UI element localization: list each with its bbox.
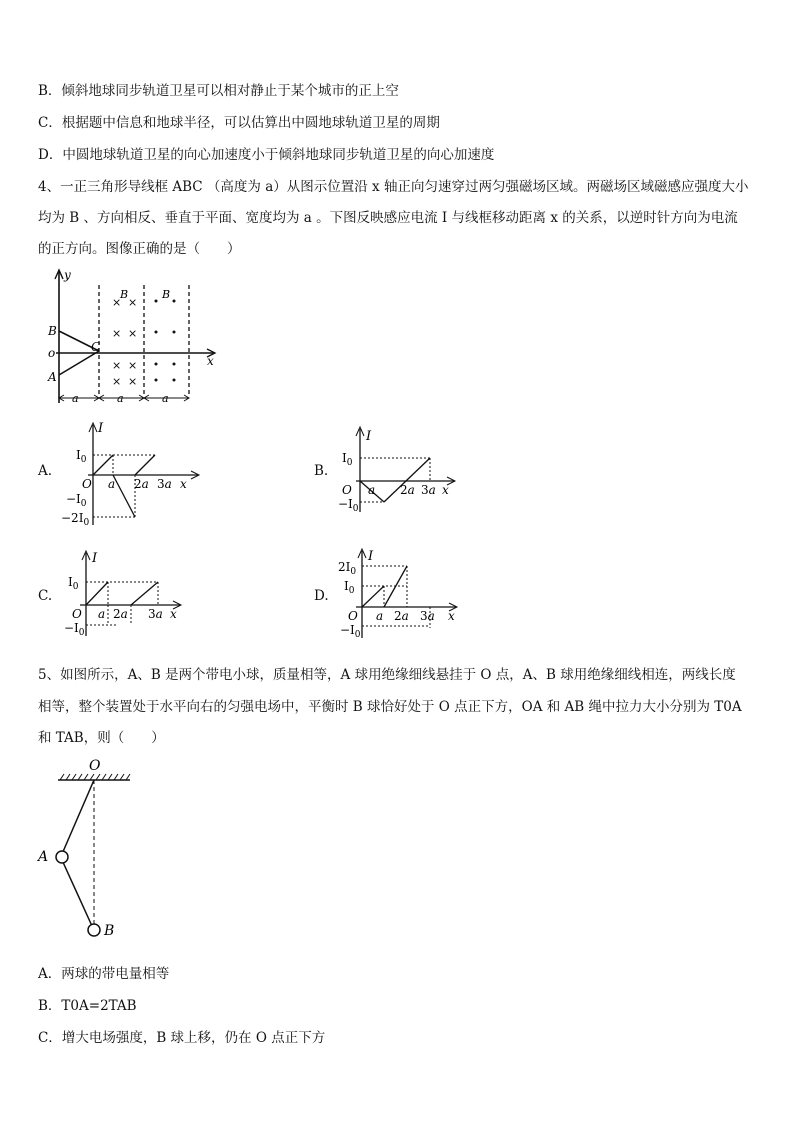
q5-option-c: C．增大电场强度，B 球上移，仍在 O 点正下方	[38, 1030, 326, 1046]
q4-option-c-label: C.	[38, 588, 53, 604]
svg-text:×: ×	[128, 296, 138, 309]
svg-text:3a: 3a	[148, 607, 163, 621]
svg-text:x: x	[180, 477, 187, 491]
q3-option-c: C．根据题中信息和地球半径，可以估算出中圆地球轨道卫星的周期	[38, 115, 440, 131]
q3-option-d: D．中圆地球轨道卫星的向心加速度小于倾斜地球同步轨道卫星的向心加速度	[38, 147, 495, 163]
svg-text:x: x	[170, 607, 177, 621]
svg-text:I0: $I_0$	[342, 451, 353, 468]
svg-text:2I0: $2I_0$	[338, 560, 357, 577]
svg-text:I: I	[92, 551, 98, 566]
svg-text:I: I	[98, 421, 104, 436]
q4-option-b-graph	[336, 424, 466, 516]
svg-text:2a: 2a	[400, 483, 415, 497]
svg-text:a: a	[108, 477, 116, 491]
svg-text:O: O	[89, 758, 101, 774]
svg-text:×: ×	[112, 327, 122, 340]
svg-text:3a: 3a	[421, 483, 436, 497]
svg-text:I: I	[366, 429, 372, 444]
svg-text:O: O	[348, 609, 358, 623]
svg-text:I0: $I_0$	[344, 579, 355, 596]
svg-text:×: ×	[112, 359, 122, 372]
q3-option-b: B．倾斜地球同步轨道卫星可以相对静止于某个城市的正上空	[38, 83, 399, 99]
svg-text:I0: $I_0$	[68, 575, 79, 592]
svg-text:y: y	[64, 268, 71, 282]
svg-text:x: x	[442, 483, 449, 497]
q4-option-a-label: A.	[38, 463, 53, 479]
svg-text:2a: 2a	[394, 609, 409, 623]
svg-text:A: A	[48, 370, 57, 384]
svg-text:2a: 2a	[113, 607, 128, 621]
svg-text:B: B	[120, 288, 129, 301]
q5-pendulum-figure	[34, 756, 154, 946]
svg-text:−I0: $-I_0$	[64, 621, 85, 638]
svg-text:3a: 3a	[157, 477, 172, 491]
q4-option-a-graph	[58, 420, 208, 530]
q4-stem-line1: 4、一正三角形导线框 ABC （高度为 a）从图示位置沿 x 轴正向匀速穿过两匀强磁场区域。两磁场区域磁感应强度大小	[38, 179, 749, 195]
q4-stem-line3: 的正方向。图像正确的是（ ）	[38, 241, 241, 257]
svg-text:a: a	[368, 483, 376, 497]
svg-text:A: A	[38, 849, 49, 865]
svg-text:o: o	[48, 346, 56, 360]
svg-text:B: B	[48, 324, 57, 338]
svg-text:×: ×	[128, 327, 138, 340]
q5-stem-line1: 5、如图所示，A、B 是两个带电小球，质量相等，A 球用绝缘细线悬挂于 O 点，A、B 球用绝缘细线相连，两线长度	[38, 667, 736, 683]
svg-text:−I0: $-I_0$	[340, 623, 361, 640]
q4-stem-line2: 均为 B 、方向相反、垂直于平面、宽度均为 a 。下图反映感应电流 I 与线框移动距离 x 的关系，以逆时针方向为电流	[38, 210, 738, 226]
svg-text:B: B	[162, 288, 171, 301]
svg-text:O: O	[82, 477, 92, 491]
svg-text:×: ×	[128, 359, 138, 372]
svg-text:x: x	[207, 354, 214, 368]
q4-field-figure	[44, 265, 224, 410]
svg-text:×: ×	[112, 375, 122, 388]
q4-option-b-label: B.	[314, 463, 329, 479]
svg-text:a: a	[376, 609, 384, 623]
svg-text:I0: $I_0$	[76, 448, 87, 465]
svg-text:×: ×	[128, 375, 138, 388]
q5-option-a: A．两球的带电量相等	[38, 966, 170, 982]
svg-text:×: ×	[112, 296, 122, 309]
q5-stem-line3: 和 TAB，则（ ）	[38, 730, 165, 746]
svg-text:O: O	[72, 607, 82, 621]
q4-option-d-label: D.	[314, 588, 329, 604]
svg-text:C: C	[91, 340, 101, 354]
svg-text:O: O	[342, 483, 352, 497]
svg-text:2a: 2a	[134, 477, 149, 491]
svg-text:I: I	[368, 549, 374, 564]
svg-text:a: a	[98, 607, 106, 621]
svg-text:3a: 3a	[420, 609, 435, 623]
svg-text:a: a	[162, 392, 169, 405]
svg-text:a: a	[72, 392, 79, 405]
svg-text:B: B	[104, 923, 115, 939]
svg-text:−2I0: $-2I_0$	[61, 511, 90, 528]
q4-option-c-graph	[58, 548, 188, 640]
svg-text:a: a	[117, 392, 124, 405]
q5-stem-line2: 相等，整个装置处于水平向右的匀强电场中，平衡时 B 球恰好处于 O 点正下方，OA 和 AB 绳中拉力大小分别为 T0A	[38, 699, 742, 715]
svg-text:−I0: $-I_0$	[338, 497, 359, 514]
svg-text:x: x	[448, 609, 455, 623]
q4-option-d-graph	[334, 546, 464, 642]
q5-option-b: B．T0A=2TAB	[38, 998, 137, 1014]
svg-text:−I0: $-I_0$	[66, 492, 87, 509]
